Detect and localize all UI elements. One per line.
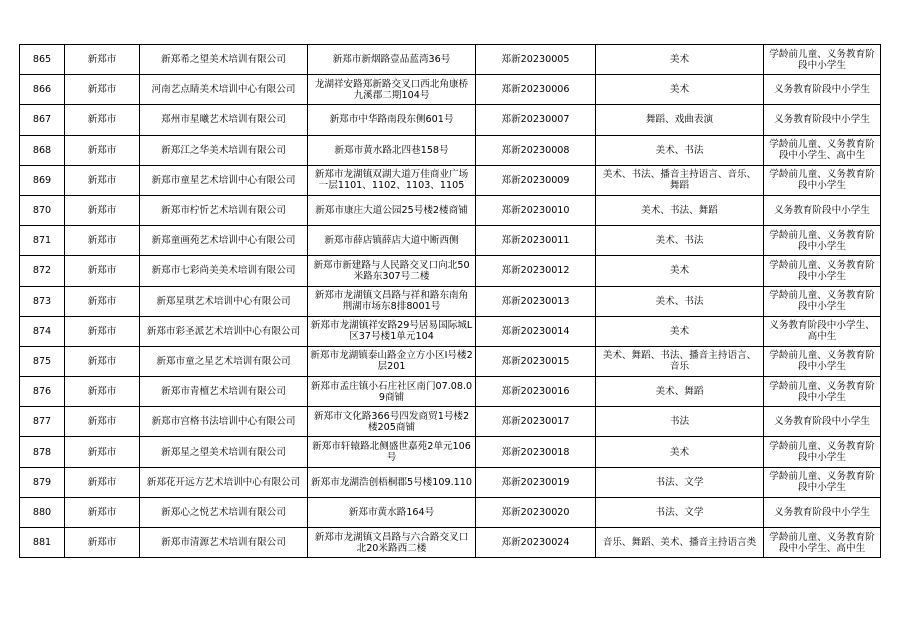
address-cell: 龙湖祥安路郑新路交叉口西北角康桥九溪郡二期104号 (308, 75, 476, 105)
target-students-cell: 义务教育阶段中小学生 (764, 105, 881, 135)
permit-code-cell: 郑新20230006 (476, 75, 596, 105)
row-number-cell: 877 (20, 407, 65, 437)
target-students-cell: 义务教育阶段中小学生 (764, 195, 881, 225)
row-number-cell: 874 (20, 316, 65, 346)
target-students-cell: 学龄前儿童、义务教育阶段中小学生 (764, 286, 881, 316)
table-row (20, 377, 881, 407)
institution-name-cell: 新郑童画苑艺术培训中心有限公司 (140, 226, 308, 256)
target-students-cell: 义务教育阶段中小学生、高中生 (764, 316, 881, 346)
permit-code-cell: 郑新20230011 (476, 226, 596, 256)
institution-name-cell: 新郑希之望美术培训有限公司 (140, 45, 308, 75)
row-number-cell: 880 (20, 497, 65, 527)
permit-code-cell: 郑新20230009 (476, 165, 596, 195)
institution-name-cell: 新郑市童星艺术培训中心有限公司 (140, 165, 308, 195)
table-row (20, 346, 881, 376)
table-row (20, 286, 881, 316)
training-category-cell: 美术、书法 (596, 135, 764, 165)
city-cell: 新郑市 (65, 45, 140, 75)
institution-name-cell: 新郑市柠忻艺术培训有限公司 (140, 195, 308, 225)
row-number-cell: 878 (20, 437, 65, 467)
address-cell: 新郑市黄水路164号 (308, 497, 476, 527)
training-category-cell: 书法 (596, 407, 764, 437)
city-cell: 新郑市 (65, 75, 140, 105)
institution-name-cell: 郑州市星曦艺术培训有限公司 (140, 105, 308, 135)
institution-name-cell: 新郑江之华美术培训有限公司 (140, 135, 308, 165)
training-category-cell: 美术、书法、播音主持语言、音乐、舞蹈 (596, 165, 764, 195)
table-row (20, 256, 881, 286)
city-cell: 新郑市 (65, 407, 140, 437)
address-cell: 新郑市龙湖镇文昌路与祥和路东南角荆湖市场东8排8001号 (308, 286, 476, 316)
permit-code-cell: 郑新20230018 (476, 437, 596, 467)
city-cell: 新郑市 (65, 165, 140, 195)
address-cell: 新郑市中华路南段东侧601号 (308, 105, 476, 135)
city-cell: 新郑市 (65, 195, 140, 225)
institution-name-cell: 河南艺点睛美术培训中心有限公司 (140, 75, 308, 105)
institution-name-cell: 新郑市彩圣派艺术培训中心有限公司 (140, 316, 308, 346)
permit-code-cell: 郑新20230016 (476, 377, 596, 407)
permit-code-cell: 郑新20230019 (476, 467, 596, 497)
row-number-cell: 881 (20, 528, 65, 558)
institution-name-cell: 新郑星之望美术培训有限公司 (140, 437, 308, 467)
table-row (20, 105, 881, 135)
institution-name-cell: 新郑市童之星艺术培训有限公司 (140, 346, 308, 376)
address-cell: 新郑市轩辕路北侧盛世嘉苑2单元106号 (308, 437, 476, 467)
row-number-cell: 868 (20, 135, 65, 165)
target-students-cell: 学龄前儿童、义务教育阶段中小学生 (764, 256, 881, 286)
permit-code-cell: 郑新20230007 (476, 105, 596, 135)
table-body (20, 45, 881, 558)
table-row (20, 135, 881, 165)
permit-code-cell: 郑新20230017 (476, 407, 596, 437)
target-students-cell: 学龄前儿童、义务教育阶段中小学生 (764, 467, 881, 497)
institution-name-cell: 新郑市清源艺术培训有限公司 (140, 528, 308, 558)
permit-code-cell: 郑新20230005 (476, 45, 596, 75)
institution-table (19, 44, 881, 558)
permit-code-cell: 郑新20230020 (476, 497, 596, 527)
address-cell: 新郑市孟庄镇小石庄社区南门07.08.09商铺 (308, 377, 476, 407)
target-students-cell: 学龄前儿童、义务教育阶段中小学生、高中生 (764, 135, 881, 165)
target-students-cell: 学龄前儿童、义务教育阶段中小学生 (764, 346, 881, 376)
table-row (20, 407, 881, 437)
city-cell: 新郑市 (65, 286, 140, 316)
address-cell: 新郑市新建路与人民路交叉口向北50米路东307号二楼 (308, 256, 476, 286)
city-cell: 新郑市 (65, 105, 140, 135)
training-category-cell: 美术 (596, 256, 764, 286)
row-number-cell: 870 (20, 195, 65, 225)
target-students-cell: 学龄前儿童、义务教育阶段中小学生 (764, 165, 881, 195)
table-row (20, 437, 881, 467)
table-row (20, 165, 881, 195)
target-students-cell: 学龄前儿童、义务教育阶段中小学生 (764, 226, 881, 256)
row-number-cell: 867 (20, 105, 65, 135)
training-category-cell: 美术 (596, 437, 764, 467)
address-cell: 新郑市康庄大道公园25号楼2楼商铺 (308, 195, 476, 225)
row-number-cell: 871 (20, 226, 65, 256)
permit-code-cell: 郑新20230010 (476, 195, 596, 225)
training-category-cell: 美术 (596, 45, 764, 75)
address-cell: 新郑市黄水路北四巷158号 (308, 135, 476, 165)
permit-code-cell: 郑新20230014 (476, 316, 596, 346)
address-cell: 新郑市龙湖镇双湖大道万佳商业广场一层1101、1102、1103、1105 (308, 165, 476, 195)
city-cell: 新郑市 (65, 226, 140, 256)
city-cell: 新郑市 (65, 437, 140, 467)
permit-code-cell: 郑新20230013 (476, 286, 596, 316)
row-number-cell: 865 (20, 45, 65, 75)
table-row (20, 195, 881, 225)
institution-name-cell: 新郑市青檀艺术培训有限公司 (140, 377, 308, 407)
target-students-cell: 学龄前儿童、义务教育阶段中小学生、高中生 (764, 528, 881, 558)
training-category-cell: 美术 (596, 316, 764, 346)
training-category-cell: 美术、书法、舞蹈 (596, 195, 764, 225)
institution-name-cell: 新郑星琪艺术培训中心有限公司 (140, 286, 308, 316)
training-category-cell: 舞蹈、戏曲表演 (596, 105, 764, 135)
training-category-cell: 美术、书法 (596, 226, 764, 256)
permit-code-cell: 郑新20230024 (476, 528, 596, 558)
training-category-cell: 书法、文学 (596, 467, 764, 497)
institution-name-cell: 新郑心之悦艺术培训有限公司 (140, 497, 308, 527)
table-row (20, 467, 881, 497)
institution-name-cell: 新郑市七彩尚美美术培训有限公司 (140, 256, 308, 286)
row-number-cell: 875 (20, 346, 65, 376)
city-cell: 新郑市 (65, 497, 140, 527)
target-students-cell: 义务教育阶段中小学生 (764, 75, 881, 105)
address-cell: 新郑市龙湖镇泰山路金立方小区I号楼2层201 (308, 346, 476, 376)
permit-code-cell: 郑新20230012 (476, 256, 596, 286)
training-category-cell: 美术、书法 (596, 286, 764, 316)
city-cell: 新郑市 (65, 135, 140, 165)
training-category-cell: 音乐、舞蹈、美术、播音主持语言类 (596, 528, 764, 558)
row-number-cell: 866 (20, 75, 65, 105)
city-cell: 新郑市 (65, 316, 140, 346)
permit-code-cell: 郑新20230008 (476, 135, 596, 165)
target-students-cell: 学龄前儿童、义务教育阶段中小学生 (764, 437, 881, 467)
training-category-cell: 美术、舞蹈 (596, 377, 764, 407)
city-cell: 新郑市 (65, 377, 140, 407)
target-students-cell: 学龄前儿童、义务教育阶段中小学生 (764, 45, 881, 75)
row-number-cell: 872 (20, 256, 65, 286)
target-students-cell: 义务教育阶段中小学生 (764, 497, 881, 527)
permit-code-cell: 郑新20230015 (476, 346, 596, 376)
training-category-cell: 书法、文学 (596, 497, 764, 527)
target-students-cell: 学龄前儿童、义务教育阶段中小学生 (764, 377, 881, 407)
city-cell: 新郑市 (65, 528, 140, 558)
table-row (20, 75, 881, 105)
table-row (20, 226, 881, 256)
institution-name-cell: 新郑市宫格书法培训中心有限公司 (140, 407, 308, 437)
institution-name-cell: 新郑花开远方艺术培训中心有限公司 (140, 467, 308, 497)
target-students-cell: 义务教育阶段中小学生 (764, 407, 881, 437)
table-row (20, 45, 881, 75)
table-row (20, 316, 881, 346)
city-cell: 新郑市 (65, 467, 140, 497)
row-number-cell: 879 (20, 467, 65, 497)
city-cell: 新郑市 (65, 256, 140, 286)
city-cell: 新郑市 (65, 346, 140, 376)
address-cell: 新郑市龙湖镇文昌路与六合路交叉口北20米路西二楼 (308, 528, 476, 558)
address-cell: 新郑市薛店镇薛店大道中断西侧 (308, 226, 476, 256)
address-cell: 新郑市龙湖浩创梧桐郡5号楼109.110 (308, 467, 476, 497)
address-cell: 新郑市新烟路壹品蓝湾36号 (308, 45, 476, 75)
training-category-cell: 美术 (596, 75, 764, 105)
table-row (20, 497, 881, 527)
address-cell: 新郑市龙湖镇祥安路29号居易国际城L区37号楼1单元104 (308, 316, 476, 346)
table-row (20, 528, 881, 558)
row-number-cell: 873 (20, 286, 65, 316)
address-cell: 新郑市文化路366号四发商贸1号楼2楼205商铺 (308, 407, 476, 437)
row-number-cell: 876 (20, 377, 65, 407)
row-number-cell: 869 (20, 165, 65, 195)
training-category-cell: 美术、舞蹈、书法、播音主持语言、音乐 (596, 346, 764, 376)
